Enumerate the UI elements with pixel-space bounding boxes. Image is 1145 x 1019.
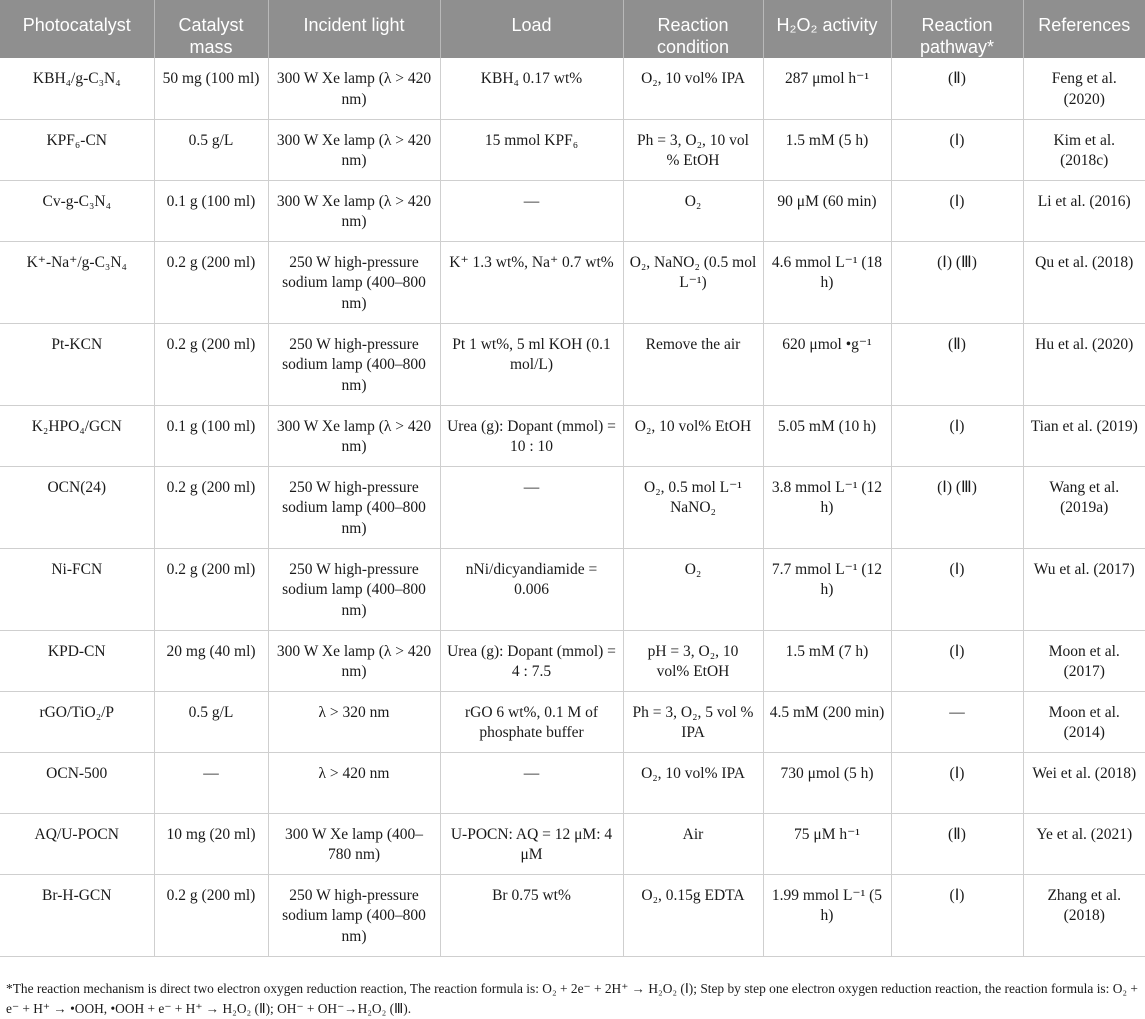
table-cell: 250 W high-pressure sodium lamp (400–800 nm) [268, 241, 440, 323]
table-cell: Ph = 3, O₂, 10 vol % EtOH [623, 119, 763, 180]
table-cell: O₂, 10 vol% IPA [623, 58, 763, 119]
table-cell: (Ⅰ) (Ⅲ) [891, 241, 1023, 323]
col-header: H₂O₂ activity [763, 0, 891, 58]
table-cell: (Ⅱ) [891, 58, 1023, 119]
table-cell: 0.2 g (200 ml) [154, 466, 268, 548]
table-cell: Urea (g): Dopant (mmol) = 10 : 10 [440, 405, 623, 466]
table-footnote: *The reaction mechanism is direct two electron oxygen reduction reaction, The reaction formula is: O₂ + 2e⁻ + 2H⁺ → H₂O₂ (Ⅰ); Step by step one electron oxygen reduction reaction, the reaction formula is: O₂ + e⁻ + H⁺ → •OOH, •OOH + e⁻ + H⁺ → H₂O₂ (Ⅱ); OH⁻ + OH⁻→H₂O₂ (Ⅲ). [6, 981, 1138, 1016]
table-cell: — [440, 466, 623, 548]
table-cell: 287 μmol h⁻¹ [763, 58, 891, 119]
table-cell: 3.8 mmol L⁻¹ (12 h) [763, 466, 891, 548]
table-cell: O₂, 0.5 mol L⁻¹ NaNO₂ [623, 466, 763, 548]
table-row [0, 691, 1145, 752]
table-cell: KPD-CN [0, 630, 154, 691]
table-cell: 50 mg (100 ml) [154, 58, 268, 119]
table-cell: Tian et al. (2019) [1023, 405, 1145, 466]
table-cell: 730 μmol (5 h) [763, 752, 891, 813]
table-cell: 250 W high-pressure sodium lamp (400–800 nm) [268, 323, 440, 405]
table-cell: (Ⅰ) [891, 752, 1023, 813]
table-cell: K⁺-Na⁺/g-C₃N₄ [0, 241, 154, 323]
table-cell: Moon et al. (2014) [1023, 691, 1145, 752]
table-cell: O₂, 10 vol% IPA [623, 752, 763, 813]
table-cell: 0.2 g (200 ml) [154, 241, 268, 323]
table-cell: 250 W high-pressure sodium lamp (400–800 nm) [268, 548, 440, 630]
table-cell: 300 W Xe lamp (λ > 420 nm) [268, 58, 440, 119]
header-row [0, 0, 1145, 58]
table-row [0, 241, 1145, 323]
table-cell: 90 μM (60 min) [763, 180, 891, 241]
table-cell: KBH₄ 0.17 wt% [440, 58, 623, 119]
table-cell: KPF₆-CN [0, 119, 154, 180]
table-cell: Remove the air [623, 323, 763, 405]
table-cell: Hu et al. (2020) [1023, 323, 1145, 405]
table-cell: Ni-FCN [0, 548, 154, 630]
table-cell: K⁺ 1.3 wt%, Na⁺ 0.7 wt% [440, 241, 623, 323]
table-cell: 250 W high-pressure sodium lamp (400–800 nm) [268, 874, 440, 956]
table-cell: Moon et al. (2017) [1023, 630, 1145, 691]
table-row [0, 405, 1145, 466]
table-cell: O₂, 10 vol% EtOH [623, 405, 763, 466]
table-row [0, 119, 1145, 180]
col-header: References [1023, 0, 1145, 58]
table-cell: Kim et al. (2018c) [1023, 119, 1145, 180]
table-cell: (Ⅰ) [891, 405, 1023, 466]
table-cell: 4.6 mmol L⁻¹ (18 h) [763, 241, 891, 323]
table-cell: KBH₄/g-C₃N₄ [0, 58, 154, 119]
table-cell: — [154, 752, 268, 813]
table-cell: 5.05 mM (10 h) [763, 405, 891, 466]
table-cell: 7.7 mmol L⁻¹ (12 h) [763, 548, 891, 630]
table-cell: rGO 6 wt%, 0.1 M of phosphate buffer [440, 691, 623, 752]
table-cell: Zhang et al. (2018) [1023, 874, 1145, 956]
table-cell: U-POCN: AQ = 12 μM: 4 μM [440, 813, 623, 874]
table-cell: AQ/U-POCN [0, 813, 154, 874]
table-cell: (Ⅰ) [891, 874, 1023, 956]
table-cell: O₂ [623, 548, 763, 630]
table-cell: 1.5 mM (5 h) [763, 119, 891, 180]
table-cell: Br-H-GCN [0, 874, 154, 956]
table-cell: rGO/TiO₂/P [0, 691, 154, 752]
table-cell: 20 mg (40 ml) [154, 630, 268, 691]
table-row [0, 180, 1145, 241]
table-cell: λ > 320 nm [268, 691, 440, 752]
table-cell: — [891, 691, 1023, 752]
table-cell: Pt-KCN [0, 323, 154, 405]
table-cell: Wu et al. (2017) [1023, 548, 1145, 630]
table-cell: (Ⅰ) [891, 180, 1023, 241]
table-cell: 10 mg (20 ml) [154, 813, 268, 874]
table-cell: 0.2 g (200 ml) [154, 874, 268, 956]
table-cell: pH = 3, O₂, 10 vol% EtOH [623, 630, 763, 691]
table-row [0, 813, 1145, 874]
table-cell: Feng et al. (2020) [1023, 58, 1145, 119]
table-cell: OCN-500 [0, 752, 154, 813]
table-cell: 300 W Xe lamp (λ > 420 nm) [268, 405, 440, 466]
table-cell: 0.5 g/L [154, 119, 268, 180]
table-cell: 300 W Xe lamp (λ > 420 nm) [268, 180, 440, 241]
table-cell: Li et al. (2016) [1023, 180, 1145, 241]
table-cell: 0.5 g/L [154, 691, 268, 752]
table-row [0, 58, 1145, 119]
table-cell: Wang et al. (2019a) [1023, 466, 1145, 548]
table-cell: 0.1 g (100 ml) [154, 180, 268, 241]
table-cell: 0.1 g (100 ml) [154, 405, 268, 466]
col-header: Reaction pathway* [891, 0, 1023, 58]
table-cell: — [440, 752, 623, 813]
table-cell: 0.2 g (200 ml) [154, 548, 268, 630]
table-cell: 1.99 mmol L⁻¹ (5 h) [763, 874, 891, 956]
table-cell: Urea (g): Dopant (mmol) = 4 : 7.5 [440, 630, 623, 691]
table-cell: Wei et al. (2018) [1023, 752, 1145, 813]
col-header: Reaction condition [623, 0, 763, 58]
table-row [0, 466, 1145, 548]
table-cell: K₂HPO₄/GCN [0, 405, 154, 466]
table-cell: (Ⅱ) [891, 323, 1023, 405]
table-cell: Cv-g-C₃N₄ [0, 180, 154, 241]
col-header: Photocatalyst [0, 0, 154, 58]
table-cell: 15 mmol KPF₆ [440, 119, 623, 180]
table-cell: λ > 420 nm [268, 752, 440, 813]
table-cell: (Ⅱ) [891, 813, 1023, 874]
table-cell: 620 μmol •g⁻¹ [763, 323, 891, 405]
table-cell: 300 W Xe lamp (λ > 420 nm) [268, 630, 440, 691]
table-cell: 250 W high-pressure sodium lamp (400–800 nm) [268, 466, 440, 548]
table-cell: Ye et al. (2021) [1023, 813, 1145, 874]
table-cell: Qu et al. (2018) [1023, 241, 1145, 323]
table-cell: 300 W Xe lamp (400–780 nm) [268, 813, 440, 874]
table-cell: Br 0.75 wt% [440, 874, 623, 956]
table-row [0, 548, 1145, 630]
table-cell: 75 μM h⁻¹ [763, 813, 891, 874]
table-row [0, 874, 1145, 956]
table-cell: Ph = 3, O₂, 5 vol % IPA [623, 691, 763, 752]
table-cell: OCN(24) [0, 466, 154, 548]
table-cell: — [440, 180, 623, 241]
table-cell: (Ⅰ) [891, 548, 1023, 630]
table-cell: (Ⅰ) (Ⅲ) [891, 466, 1023, 548]
table-cell: O₂ [623, 180, 763, 241]
table-cell: 0.2 g (200 ml) [154, 323, 268, 405]
col-header: Incident light [268, 0, 440, 58]
col-header: Catalyst mass [154, 0, 268, 58]
table-cell: 4.5 mM (200 min) [763, 691, 891, 752]
table-row [0, 630, 1145, 691]
table-cell: (Ⅰ) [891, 119, 1023, 180]
table-cell: 1.5 mM (7 h) [763, 630, 891, 691]
table-cell: 300 W Xe lamp (λ > 420 nm) [268, 119, 440, 180]
table-row [0, 323, 1145, 405]
table-cell: O₂, 0.15g EDTA [623, 874, 763, 956]
table-cell: Air [623, 813, 763, 874]
table-cell: Pt 1 wt%, 5 ml KOH (0.1 mol/L) [440, 323, 623, 405]
table-cell: nNi/dicyandiamide = 0.006 [440, 548, 623, 630]
col-header: Load [440, 0, 623, 58]
table-row [0, 752, 1145, 813]
table-cell: (Ⅰ) [891, 630, 1023, 691]
table-cell: O₂, NaNO₂ (0.5 mol L⁻¹) [623, 241, 763, 323]
